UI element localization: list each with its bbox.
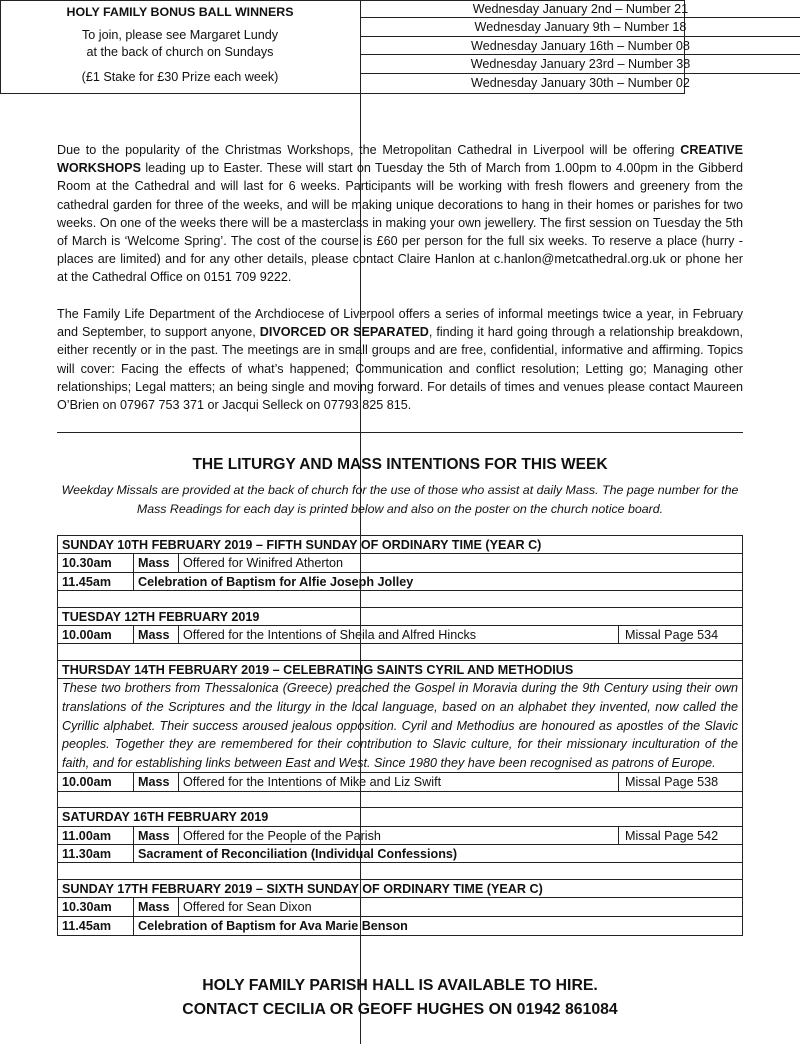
footer-line2: CONTACT CECILIA OR GEOFF HUGHES ON 01942 861084 (182, 1001, 618, 1018)
winner-row: Wednesday January 16th – Number 08 (361, 37, 800, 55)
family-text-start: The Family Life Department of the Archdiocese of Liverpool offers a series of informal meetings twice a year, in February and September, to support anyone, (57, 307, 743, 340)
event-text: Sacrament of Reconciliation (Individual Confessions) (138, 846, 458, 861)
event-time: 11.45am (58, 573, 134, 590)
mass-time: 10.00am (58, 626, 134, 643)
mass-row (58, 773, 742, 791)
event-time: 11.45am (58, 917, 134, 935)
day-title: SATURDAY 16TH FEBRUARY 2019 (62, 810, 269, 825)
spacer-row (58, 591, 742, 608)
mass-time: 10.30am (58, 898, 134, 915)
mass-intention: Offered for Sean Dixon (183, 900, 312, 915)
bonus-join-line2: at the back of church on Sundays (86, 45, 274, 59)
family-highlight: DIVORCED OR SEPARATED (259, 325, 429, 340)
missal-page: Missal Page 534 (618, 626, 742, 643)
footer-line1: HOLY FAMILY PARISH HALL IS AVAILABLE TO HIRE. (202, 977, 598, 994)
workshops-text-rest: leading up to Easter. These will start on Tuesday the 5th of March from 1.00pm to 4.00pm in the Gibberd Room at the Cathedral and will last for 6 weeks. Participants will be working with fresh flowers and greenery from the cathedral garden for three of the weeks, and will be making unique decorations to hang in their homes or parishes for two weeks. On one of the weeks there will be a masterclass in making your own jewellery. The first session on Tuesday the 5th of March is ‘Welcome Spring’. The cost of the course is £60 per person for the full six weeks. To reserve a place (hurry - places are limited) and for any other details, please contact Claire Hanlon at c.hanlon@metcathedral.org.uk or phone her at the Cathedral Office on 0151 709 9222. (57, 161, 743, 285)
winner-row: Wednesday January 9th – Number 18 (361, 18, 800, 36)
mass-type: Mass (134, 773, 179, 790)
mass-time: 10.00am (58, 773, 134, 790)
bonus-join-line1: To join, please see Margaret Lundy (81, 28, 279, 42)
event-row (58, 917, 742, 935)
event-text: Celebration of Baptism for Ava Marie Benson (138, 918, 408, 933)
mass-type: Mass (134, 554, 179, 571)
mass-intention: Offered for the People of the Parish (183, 828, 381, 843)
event-text: Celebration of Baptism for Alfie Joseph Jolley (138, 574, 414, 589)
missal-page: Missal Page 538 (618, 773, 742, 790)
hall-hire-notice (57, 974, 743, 1022)
bonus-ball-join (0, 27, 360, 61)
mass-row (58, 898, 742, 916)
bonus-ball-box (0, 0, 691, 94)
day-title: TUESDAY 12TH FEBRUARY 2019 (62, 609, 260, 624)
winner-row: Wednesday January 30th – Number 02 (471, 75, 690, 90)
mass-row (58, 626, 742, 644)
day-header (58, 880, 742, 898)
spacer-row (58, 792, 742, 809)
mass-type: Mass (134, 898, 179, 915)
bonus-ball-stake: (£1 Stake for £30 Prize each week) (81, 70, 279, 84)
section-divider (57, 432, 743, 433)
mass-type: Mass (134, 626, 179, 643)
family-life-paragraph (57, 305, 743, 414)
mass-time: 10.30am (58, 554, 134, 571)
event-row (58, 845, 742, 863)
mass-time: 11.00am (58, 827, 134, 844)
liturgy-intro: Weekday Missals are provided at the back of church for the use of those who assist at daily Mass. The page number for the Mass Readings for each day is printed below and also on the poster on the church notice board. (61, 483, 739, 516)
day-header (58, 808, 742, 826)
mass-intention: Offered for Winifred Atherton (183, 556, 344, 571)
day-header (58, 608, 742, 626)
spacer-row (58, 863, 742, 880)
saint-description: These two brothers from Thessalonica (Greece) preached the Gospel in Moravia during the 9th Century using their own translations of the Scriptures and the liturgy in the local language, based on an alphabet they invented, now called the Cyrillic alphabet. Their success aroused jealous opposition. Cyril and Methodius are honoured as apostles of the Slavic peoples. Together they are remembered for their contribution to Slavic culture, for their missionary inculturation of the faith, and for establishing links between East and West. Since 1980 they have been recognised as patrons of Europe. (58, 679, 742, 773)
winner-row: Wednesday January 23rd – Number 38 (361, 55, 800, 73)
workshops-paragraph (57, 141, 743, 287)
family-text-rest: , finding it hard going through a relationship breakdown, either recently or in the past. The meetings are in small groups and are free, confidential, informative and affirming. Topics will cover: Facing the effects of what’s happened; Communication and conflict resolution; Letting go; Managing other relationships; Legal matters; an being single and moving forward. For details of times and venues please contact Maureen O’Brien on 07967 753 371 or Jacqui Selleck on 07793 825 815. (57, 325, 743, 413)
day-header (58, 536, 742, 554)
missal-page: Missal Page 542 (618, 827, 742, 844)
event-time: 11.30am (58, 845, 134, 862)
workshops-highlight: CREATIVE WORKSHOPS (57, 143, 743, 176)
day-title: SUNDAY 10TH FEBRUARY 2019 – FIFTH SUNDAY OF ORDINARY TIME (YEAR C) (62, 538, 542, 552)
spacer-row (58, 644, 742, 661)
mass-type: Mass (134, 827, 179, 844)
bonus-ball-title: HOLY FAMILY BONUS BALL WINNERS (66, 5, 294, 19)
mass-row (58, 827, 742, 845)
workshops-text-start: Due to the popularity of the Christmas Workshops, the Metropolitan Cathedral in Liverpool will be offering (57, 143, 681, 157)
mass-intention: Offered for the Intentions of Sheila and Alfred Hincks (183, 628, 477, 643)
liturgy-title: THE LITURGY AND MASS INTENTIONS FOR THIS WEEK (192, 456, 608, 473)
day-title: SUNDAY 17TH FEBRUARY 2019 – SIXTH SUNDAY OF ORDINARY TIME (YEAR C) (62, 881, 543, 896)
mass-row (58, 554, 742, 572)
winner-row: Wednesday January 2nd – Number 21 (361, 0, 800, 18)
day-header (58, 661, 742, 679)
event-row (58, 573, 742, 591)
mass-intention: Offered for the Intentions of Mike and Liz Swift (183, 775, 442, 790)
mass-schedule (57, 535, 743, 936)
day-title: THURSDAY 14TH FEBRUARY 2019 – CELEBRATING SAINTS CYRIL AND METHODIUS (62, 662, 574, 677)
